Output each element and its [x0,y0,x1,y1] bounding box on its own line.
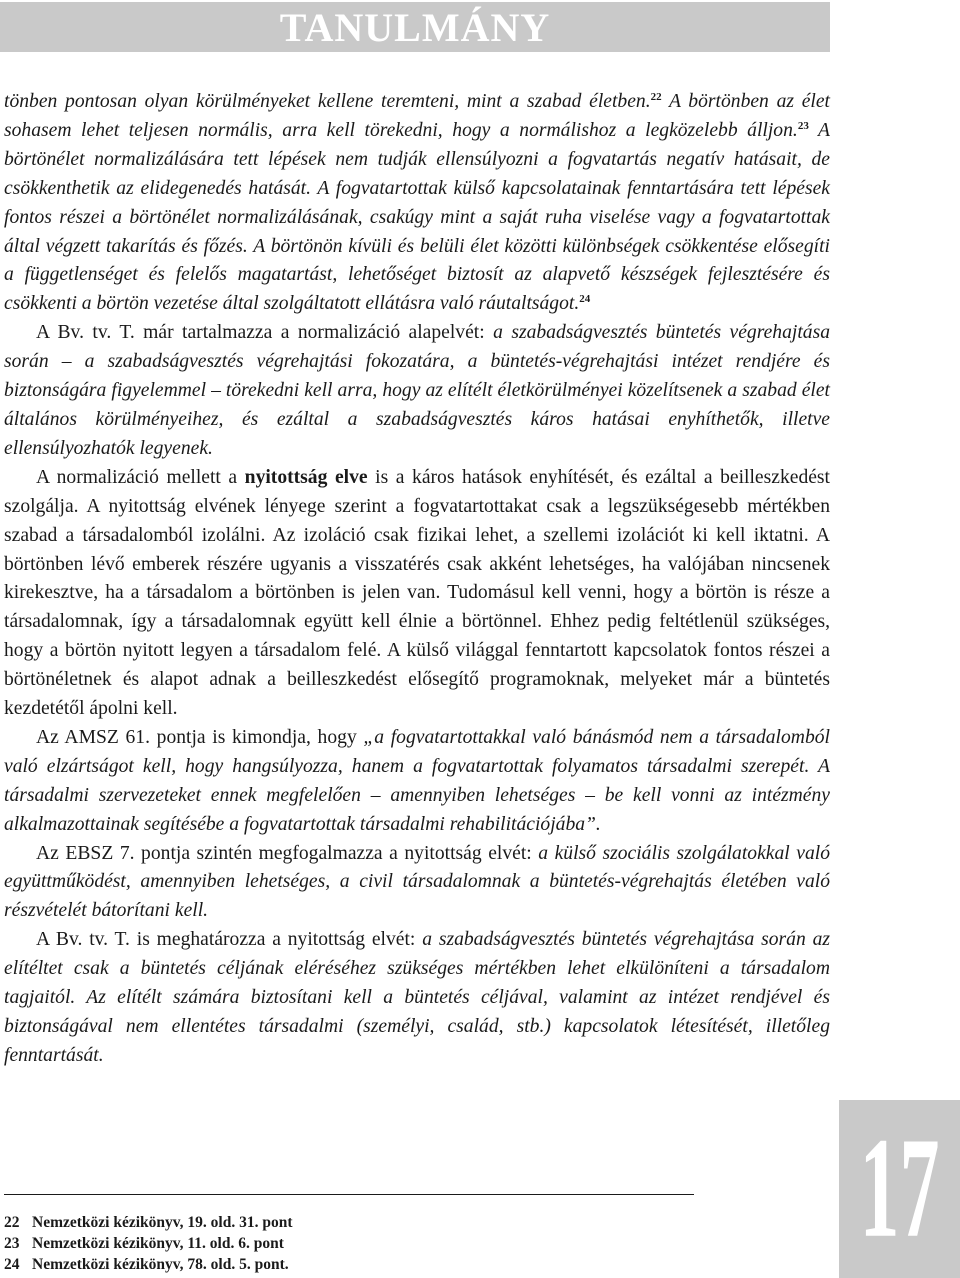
paragraph-1-text-c: A börtönélet normalizálására tett lépések nem tudják ellensúlyozni a fogvatartás negatív hatásait, de csökkenthetik az elidegenedés hatását. A fogvatartottak külső kapcsolatainak fenntartására tett lépések fontos részei a börtönélet normalizálásának, csakúgy mint a saját ruha viselése vagy a fogvatartottak által végzett takarítás és főzés. A börtönön kívüli és belüli élet közötti különbségek csökkentése elősegíti a függetlenséget és felelős magatartást, lehetőséget biztosít az alapvető készségek fejlesztésére és csökkenti a börtön vezetése által szolgáltatott ellátásra való ráutaltságot. [4,119,830,315]
paragraph-1-text-b: A börtönben az élet sohasem lehet teljesen normális, arra kell törekedni, hogy a normálishoz a legközelebb álljon. [4,91,831,141]
footnote-24 [4,1254,704,1275]
paragraph-4-quote: „a fogvatartottakkal való bánásmód nem a társadalomból való elzártságot kell, hogy hangsúlyozza, hanem a fogvatartottak folyamatos társadalmi szerepét. A társadalmi szervezeteket ennek megfelelően – amennyiben lehetséges – be kell vonni az intézmény alkalmazottainak segítésébe a fogvatartottak társadalmi rehabilitációjába”. [4,726,830,835]
paragraph-2-lead: A Bv. tv. T. már tartalmazza a normalizáció alapelvét: [36,322,494,344]
paragraph-5 [4,840,830,927]
paragraph-3-text-b: is a káros hatások enyhítését, és ezáltal a beilleszkedést szolgálja. A nyitottság elvének lényege szerint a fogvatartottakat csak a legszükségesebb mértékben szabad a társadalomból izolálni. Az izoláció csak fizikai lehet, a szellemi izolációt ki kell iktatni. A börtönben lévő emberek részére ugyanis a visszatérés csak akként lehetséges, ha valójában nincsenek kirekesztve, ha a társadalom a börtönben is jelen van. Tudomásul kell venni, hogy a börtön is része a társadalomnak, így a társadalomnak együtt kell élnie a börtönnel. Ehhez pedig feltétlenül szükséges, hogy a börtön nyitott legyen a társadalom felé. A külső világgal fenntartott kapcsolatok fontos részei a börtönéletnek és alapot adnak a beilleszkedést elősegítő programoknak, melyeket már a büntetés kezdetétől ápolni kell. [4,466,831,720]
paragraph-6 [4,926,830,1071]
paragraph-3-text-a: A normalizáció mellett a [36,466,245,488]
paragraph-3-emphasis: nyitottság elve [244,466,368,488]
paragraph-5-lead: Az EBSZ 7. pontja szintén megfogalmazza a nyitottság elvét: [36,842,539,864]
footnote-ref-22[interactable]: 22 [650,91,662,103]
paragraph-2-quote: a szabadságvesztés büntetés végrehajtása során – a szabadságvesztés végrehajtási fokozatára, a büntetés-végrehajtási intézet rendjére és biztonságára figyelemmel – törekedni kell arra, hogy az elítélt életkörülményei közelítsenek a szabad élet általános körülményeihez, és ezáltal a szabadságvesztés káros hatásai enyhíthetők, illetve ellensúlyozhatók legyenek. [4,322,831,459]
footnote-ref-23[interactable]: 23 [797,119,809,132]
paragraph-4-lead: Az AMSZ 61. pontja is kimondja, hogy [36,726,364,748]
footnote-22 [4,1212,704,1233]
footnote-text: Nemzetközi kézikönyv, 19. old. 31. pont [32,1214,293,1231]
page-number: 17 [859,1109,940,1269]
footnote-text: Nemzetközi kézikönyv, 11. old. 6. pont [32,1235,284,1252]
paragraph-1 [4,88,830,319]
footnote-number: 23 [4,1235,20,1252]
footnote-number: 22 [4,1214,20,1231]
page-number-box [839,1100,960,1278]
article-body [4,88,830,1071]
paragraph-3 [4,464,830,724]
footnotes [4,1212,704,1275]
paragraph-6-lead: A Bv. tv. T. is meghatározza a nyitottság elvét: [36,929,423,951]
section-title: TANULMÁNY [279,4,551,50]
footnote-ref-24[interactable]: 24 [579,293,591,306]
section-header [0,2,830,52]
paragraph-6-quote: a szabadságvesztés büntetés végrehajtása során az elítéltet csak a büntetés céljának eléréséhez szükséges mértékben lehet elkülöníteni a társadalom tagjaitól. Az elítélt számára biztosítani kell a büntetés céljával, valamint az intézet rendjével és biztonságával nem ellentétes társadalmi (személyi, család, stb.) kapcsolatok létesítését, illetőleg fenntartását. [4,929,831,1066]
paragraph-5-quote: a külső szociális szolgálatokkal való együttműködést, amennyiben lehetséges, a civil társadalomnak a büntetés-végrehajtás életében való részvételét bátorítani kell. [4,842,830,922]
footnote-divider [4,1194,694,1195]
footnote-number: 24 [4,1256,20,1273]
paragraph-4 [4,724,830,840]
paragraph-2 [4,319,830,464]
footnote-23 [4,1233,704,1254]
paragraph-1-text-a: tönben pontosan olyan körülményeket kellene teremteni, mint a szabad életben. [4,91,651,112]
footnote-text: Nemzetközi kézikönyv, 78. old. 5. pont. [32,1256,289,1273]
